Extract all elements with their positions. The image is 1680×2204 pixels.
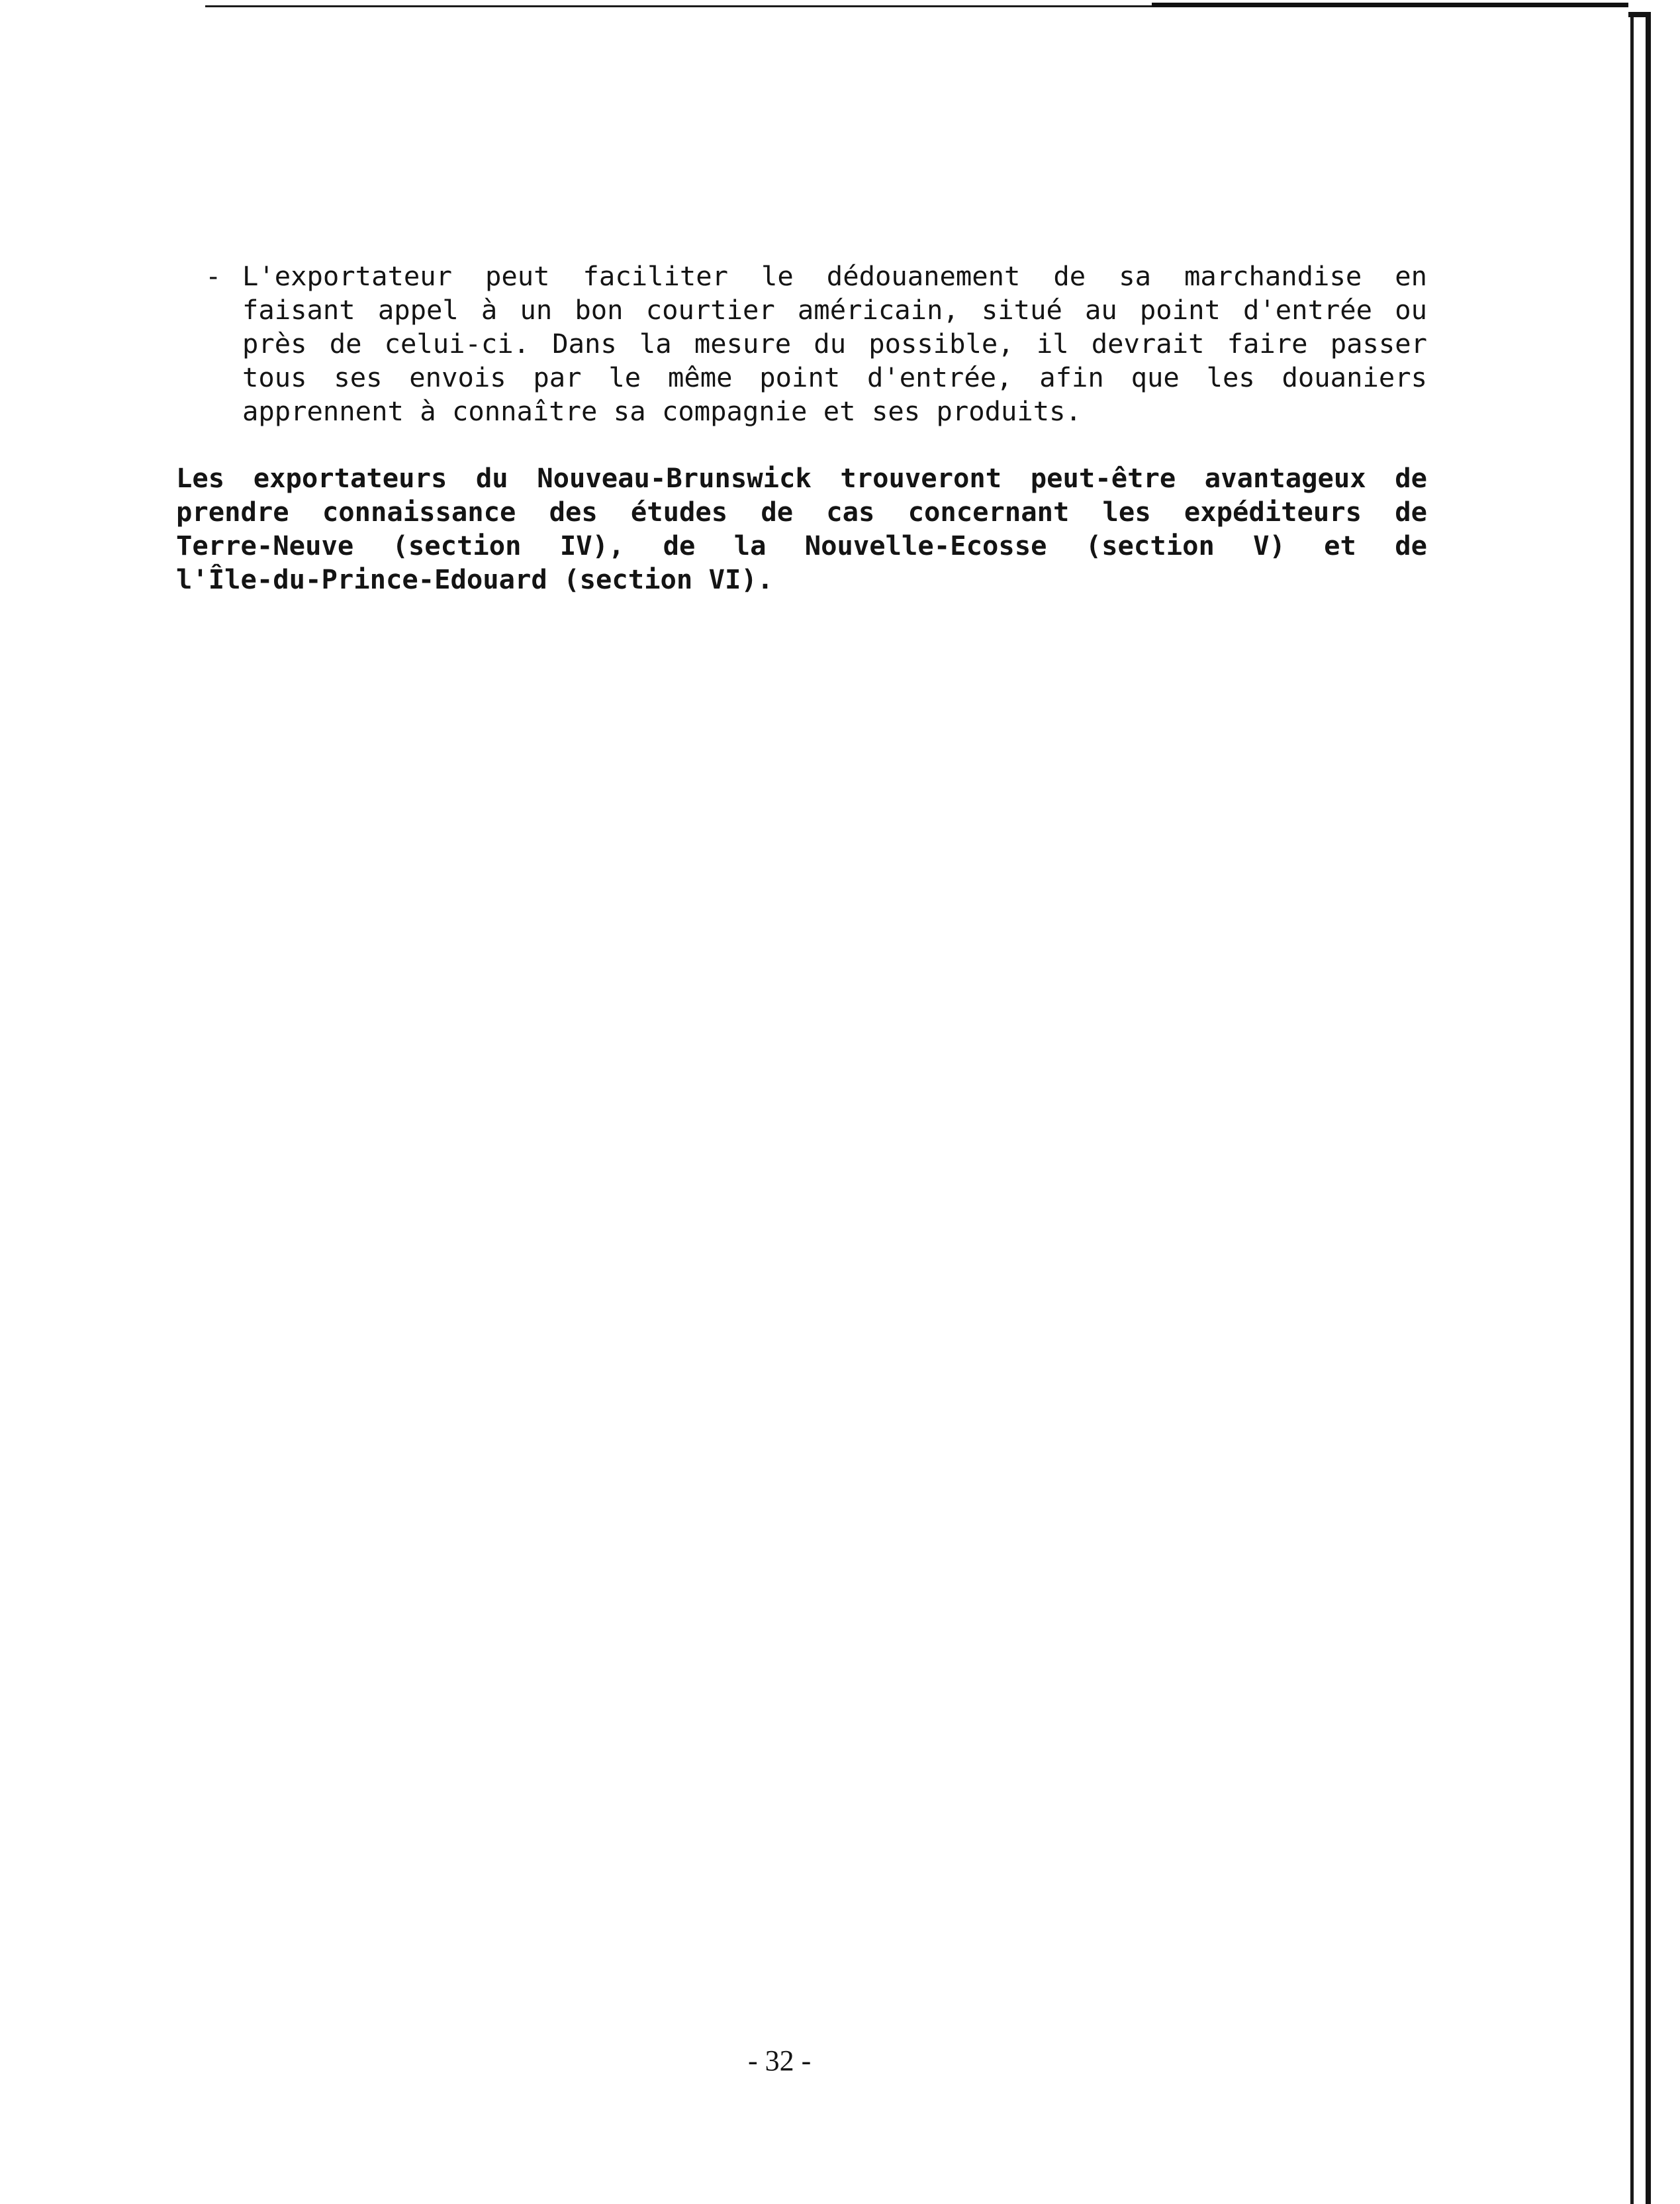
bullet-line: apprennent à connaître sa compagnie et ses produits.	[242, 395, 1082, 427]
bullet-dash: -	[205, 260, 222, 292]
bullet-line: tous ses envois par le même point d'entrée, afin que les douaniers	[242, 361, 1427, 393]
bullet-line: L'exportateur peut faciliter le dédouanement de sa marchandise en	[242, 260, 1427, 292]
binding-edge-cap	[1628, 12, 1651, 17]
paragraph-line: Terre-Neuve (section IV), de la Nouvelle-Ecosse (section V) et de	[176, 530, 1427, 561]
page-number: - 32 -	[748, 2044, 812, 2077]
bold-paragraph	[176, 461, 1427, 597]
bullet-text	[242, 260, 1427, 428]
binding-edge-line	[1630, 17, 1634, 2204]
bullet-item	[205, 260, 1427, 428]
binding-edge-line-thick	[1646, 17, 1651, 2204]
bullet-line: faisant appel à un bon courtier américain, situé au point d'entrée ou	[242, 294, 1427, 326]
bullet-line: près de celui-ci. Dans la mesure du possible, il devrait faire passer	[242, 328, 1427, 359]
top-rule-thick	[1152, 3, 1628, 7]
paragraph-line: Les exportateurs du Nouveau-Brunswick trouveront peut-être avantageux de	[176, 462, 1427, 494]
paragraph-line: prendre connaissance des études de cas concernant les expéditeurs de	[176, 496, 1427, 528]
paragraph-line: l'Île-du-Prince-Edouard (section VI).	[176, 563, 774, 595]
